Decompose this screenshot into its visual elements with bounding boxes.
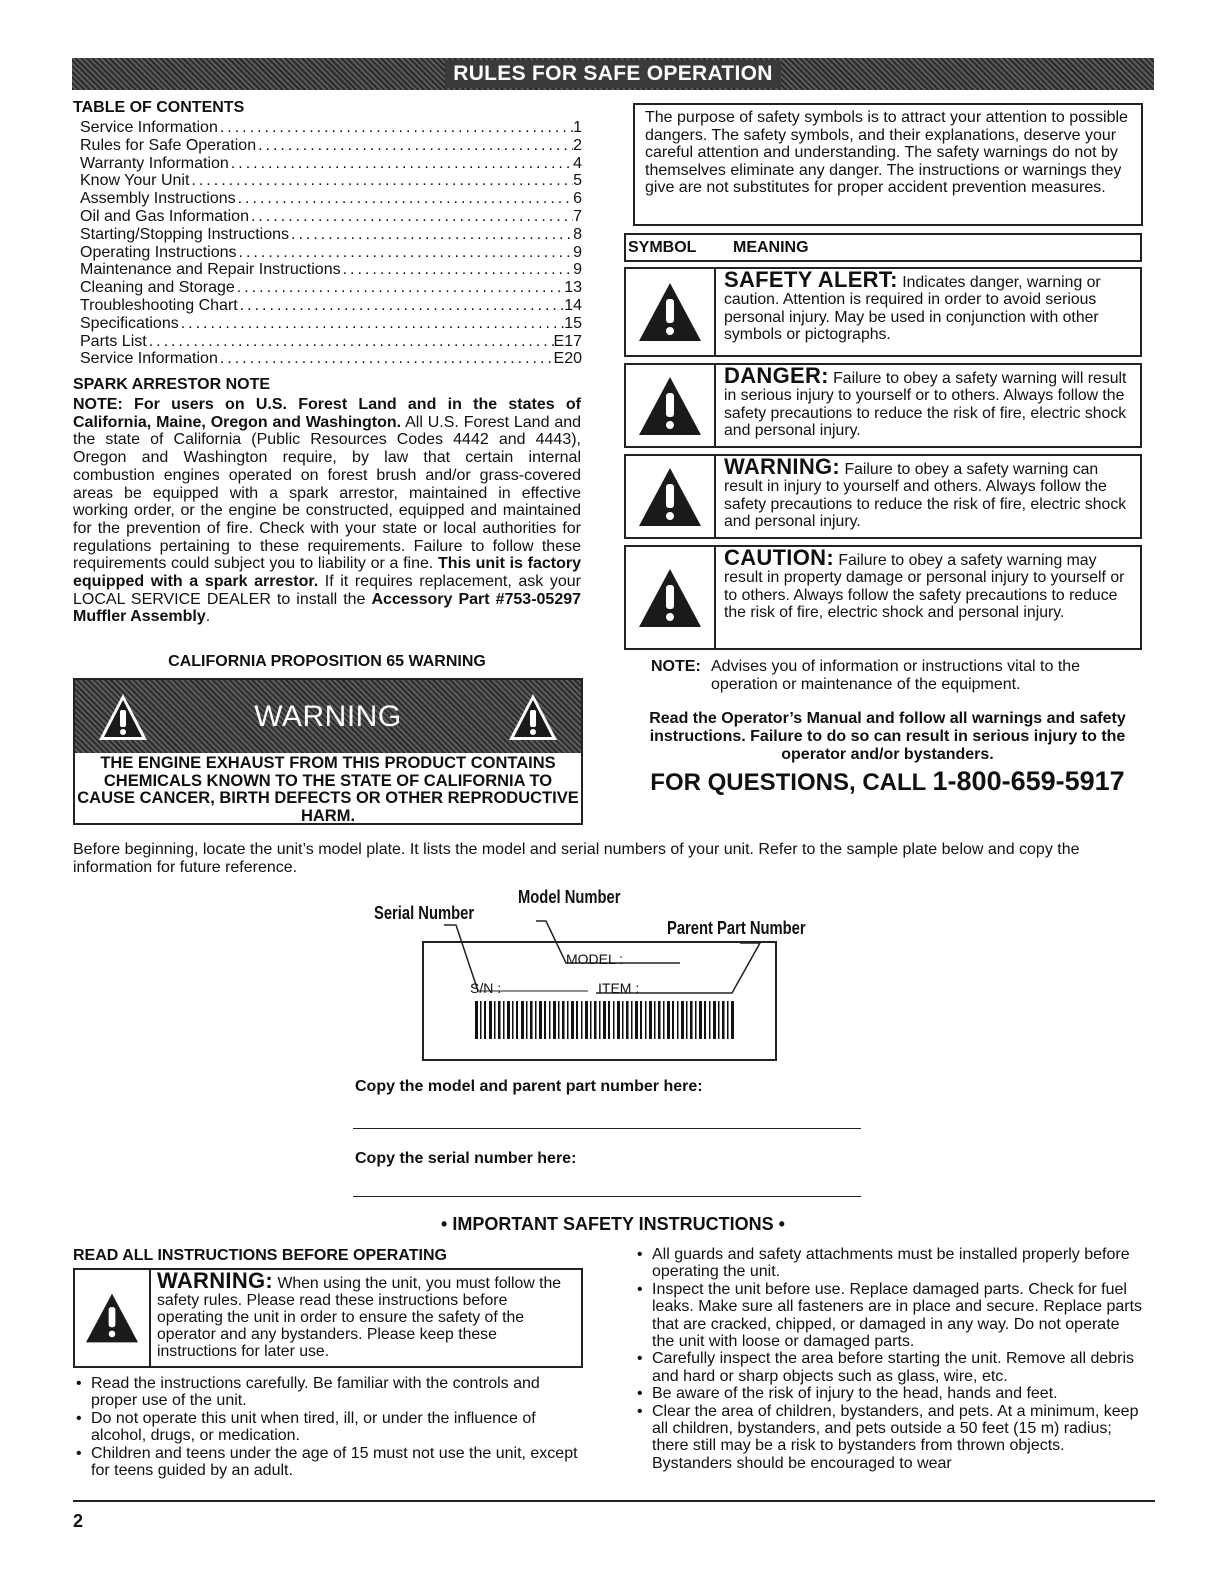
symbol-description: Failure to obey a safety warning may result in property damage or personal injury to yourself or to others. Always follow the safety precautions to reduce the risk of fire, electric shock and personal injury. <box>724 552 1125 622</box>
left-safety-bullets <box>73 1375 583 1479</box>
list-item: • Carefully inspect the area before starting the unit. Remove all debris and hard or sharp objects such as glass, wire, etc. <box>634 1350 1144 1385</box>
table-of-contents <box>80 119 582 368</box>
toc-leader-dots <box>341 261 574 279</box>
model-plate-instructions: Before beginning, locate the unit’s model plate. It lists the model and serial numbers of your unit. Refer to the sample plate below and copy the information for future reference. <box>73 841 1080 876</box>
toc-entry-page: 14 <box>564 296 582 314</box>
toc-entry-page: 6 <box>573 190 582 208</box>
toc-entry-page: 2 <box>573 136 582 154</box>
copy-serial-prompt: Copy the serial number here: <box>355 1150 577 1167</box>
spark-bold-3: Accessory Part #753-05297 Muffler Assembly <box>73 590 582 626</box>
important-safety-heading: • IMPORTANT SAFETY INSTRUCTIONS • <box>441 1214 785 1234</box>
safety-symbols-purpose: The purpose of safety symbols is to attract your attention to possible dangers. The safety symbols, and their explanations, deserve your careful attention and understanding. The safety warnings do not by themselves eliminate any danger. The instructions or warnings they give are not substitutes for proper accident prevention measures. <box>633 103 1143 226</box>
toc-leader-dots <box>249 208 573 226</box>
plate-sn-field: S/N : <box>470 980 502 996</box>
toc-entry-page: E20 <box>553 350 582 368</box>
operating-warning-title: WARNING: <box>157 1268 274 1293</box>
toc-leader-dots <box>179 315 564 333</box>
symbol-row-caution <box>624 545 1142 650</box>
page-number: 2 <box>73 1511 84 1531</box>
toc-entry-page: 1 <box>573 119 582 136</box>
note-text: Advises you of information or instructions vital to the operation or maintenance of the equipment. <box>711 658 1081 693</box>
serial-number-write-line <box>353 1196 861 1197</box>
toc-entry-label: Specifications <box>80 314 179 332</box>
toc-entry-page: 8 <box>573 225 582 243</box>
prop65-warning-text: THE ENGINE EXHAUST FROM THIS PRODUCT CONTAINS CHEMICALS KNOWN TO THE STATE OF CALIFORNIA TO CAUSE CANCER, BIRTH DEFECTS OR OTHER REPRODUCTIVE HARM. <box>77 754 579 825</box>
toc-entry <box>80 155 582 173</box>
spark-body-2: If it requires replacement, ask your LOCAL SERVICE DEALER to install the <box>73 573 581 608</box>
model-plate-diagram <box>360 885 840 1065</box>
toc-leader-dots <box>236 190 573 208</box>
symbol-cell <box>626 269 716 355</box>
parent-part-number-label: Parent Part Number <box>667 918 806 938</box>
symbol-cell <box>626 456 716 537</box>
toc-entry <box>80 297 582 315</box>
plate-model-field: MODEL : <box>566 951 624 967</box>
prop65-warning-title: WARNING <box>254 699 402 733</box>
toc-leader-dots <box>289 226 573 244</box>
toc-entry-label: Rules for Safe Operation <box>80 136 257 154</box>
toc-entry-page: 4 <box>573 154 582 172</box>
warning-triangle-icon <box>507 692 559 742</box>
toc-entry-label: Know Your Unit <box>80 172 190 190</box>
toc-entry-page: 15 <box>564 314 582 332</box>
toc-leader-dots <box>189 172 573 190</box>
note-definition <box>651 658 1141 694</box>
toc-entry-page: E17 <box>553 332 582 350</box>
symbol-cell <box>626 547 716 648</box>
symbol-description: Failure to obey a safety warning will result in serious injury to yourself or to others. Always follow the safety precautions to reduce the risk of fire, electric shock and personal injury. <box>724 370 1127 440</box>
symbol-row-warning <box>624 454 1142 539</box>
operating-warning-box <box>73 1268 583 1368</box>
symbol-row-safety-alert <box>624 267 1142 357</box>
list-item: • All guards and safety attachments must be installed properly before operating the unit. <box>634 1246 1144 1281</box>
toc-leader-dots <box>147 333 554 351</box>
toc-leader-dots <box>256 137 573 155</box>
list-item: • Clear the area of children, bystanders, and pets. At a minimum, keep all children, bystanders, and pets outside a 50 feet (15 m) radius; there still may be a risk to bystanders from thrown objects. Bystanders should be encouraged to wear <box>634 1403 1144 1473</box>
toc-entry <box>80 244 582 262</box>
toc-entry <box>80 333 582 351</box>
symbol-meaning <box>716 269 1140 355</box>
symbol-description: Indicates danger, warning or caution. Attention is required in order to avoid serious personal injury. May be used in conjunction with other symbols or pictographs. <box>724 274 1101 344</box>
spark-body-1: All U.S. Forest Land and the state of California (Public Resources Codes 4442 and 4443), Oregon and Washington require, by law that certain internal combustion engines operated on forest brush and/or grass-covered areas be equipped with a spark arrestor, maintained in effective working order, or the engine be constructed, equipped and maintained for the prevention of fire. Check with your state or local authorities for regulations pertaining to these requirements. Failure to follow these requirements could subject you to liability or a fine. <box>73 413 582 573</box>
warning-triangle-icon <box>97 692 149 742</box>
operating-warning-text <box>151 1270 581 1366</box>
list-item: • Inspect the unit before use. Replace damaged parts. Check for fuel leaks. Make sure all fasteners are in place and secure. Replace parts that are cracked, chipped, or damaged in any way. Do not operate the unit with loose or damaged parts. <box>634 1281 1144 1351</box>
read-all-heading: READ ALL INSTRUCTIONS BEFORE OPERATING <box>73 1247 447 1264</box>
right-safety-bullets <box>634 1246 1144 1472</box>
toc-leader-dots <box>237 244 574 262</box>
prop65-warning-header <box>75 680 581 753</box>
list-item: • Be aware of the risk of injury to the head, hands and feet. <box>634 1385 1144 1402</box>
toc-leader-dots <box>238 297 564 315</box>
symbol-description: Failure to obey a safety warning can result in injury to yourself and others. Always follow the safety precautions to reduce the risk of fire, electric shock and personal injury. <box>724 461 1127 531</box>
spark-arrestor-text <box>73 396 581 626</box>
symbol-title: SAFETY ALERT: <box>724 267 898 292</box>
spark-note-bold: NOTE: For users on U.S. Forest Land and in the states of California, Maine, Oregon and Washington. <box>73 396 581 431</box>
toc-entry <box>80 190 582 208</box>
toc-entry <box>80 137 582 155</box>
symbol-meaning <box>716 365 1140 446</box>
banner-title: RULES FOR SAFE OPERATION <box>445 60 781 88</box>
symbol-cell <box>626 365 716 446</box>
questions-phone <box>640 766 1135 797</box>
caution-triangle-icon <box>637 567 703 629</box>
read-manual-notice: Read the Operator’s Manual and follow all warnings and safety instructions. Failure to do so can result in serious injury to the operator and/or bystanders. <box>649 710 1126 763</box>
phone-number: 1-800-659-5917 <box>932 766 1125 796</box>
prop65-heading: CALIFORNIA PROPOSITION 65 WARNING <box>168 653 486 670</box>
plate-item-field: ITEM : <box>598 980 640 996</box>
warning-triangle-icon <box>84 1292 140 1344</box>
toc-entry-label: Maintenance and Repair Instructions <box>80 261 341 279</box>
toc-entry <box>80 315 582 333</box>
list-item: • Children and teens under the age of 15 must not use the unit, except for teens guided by an adult. <box>73 1445 583 1480</box>
toc-entry-page: 13 <box>564 279 582 297</box>
toc-entry <box>80 208 582 226</box>
symbol-row-danger <box>624 363 1142 448</box>
toc-entry-page: 9 <box>573 261 582 279</box>
symbol-table-header <box>624 233 1142 262</box>
toc-entry-label: Cleaning and Storage <box>80 279 235 297</box>
meaning-column-header: MEANING <box>733 238 809 256</box>
spark-bold-2: This unit is factory equipped with a spark arrestor. <box>73 555 581 591</box>
symbol-title: DANGER: <box>724 363 829 388</box>
spark-end: . <box>205 608 211 626</box>
toc-leader-dots <box>235 279 564 297</box>
list-item: • Do not operate this unit when tired, ill, or under the influence of alcohol, drugs, or medication. <box>73 1410 583 1445</box>
toc-entry-label: Parts List <box>80 332 147 350</box>
section-banner <box>72 58 1154 90</box>
toc-entry-label: Troubleshooting Chart <box>80 296 238 314</box>
questions-prefix: FOR QUESTIONS, CALL <box>650 769 933 796</box>
copy-model-prompt: Copy the model and parent part number here: <box>355 1078 703 1095</box>
list-item: • Read the instructions carefully. Be familiar with the controls and proper use of the unit. <box>73 1375 583 1410</box>
symbol-title: WARNING: <box>724 454 841 479</box>
toc-leader-dots <box>218 119 573 137</box>
toc-entry-label: Service Information <box>80 119 218 136</box>
toc-entry-label: Assembly Instructions <box>80 190 236 208</box>
toc-entry-label: Service Information <box>80 350 218 368</box>
model-number-label: Model Number <box>518 887 621 907</box>
toc-heading: TABLE OF CONTENTS <box>73 99 245 116</box>
note-label: NOTE: <box>651 658 701 675</box>
toc-entry <box>80 172 582 190</box>
toc-leader-dots <box>229 155 573 173</box>
toc-entry-page: 7 <box>573 207 582 225</box>
safety-alert-triangle-icon <box>637 281 703 343</box>
symbol-title: CAUTION: <box>724 545 834 570</box>
warning-triangle-icon <box>637 466 703 528</box>
toc-entry-page: 5 <box>573 172 582 190</box>
warning-icon-cell <box>75 1270 151 1366</box>
operating-warning-body: When using the unit, you must follow the safety rules. Please read these instructions before operating the unit in order to ensure the safety of the operator and any bystanders. Please keep these instructions for later use. <box>157 1275 562 1360</box>
barcode-graphic <box>475 1001 734 1039</box>
danger-triangle-icon <box>637 375 703 437</box>
toc-entry-label: Starting/Stopping Instructions <box>80 225 290 243</box>
toc-entry-label: Operating Instructions <box>80 243 237 261</box>
footer-rule <box>73 1500 1155 1502</box>
toc-entry <box>80 279 582 297</box>
symbol-meaning <box>716 456 1140 537</box>
prop65-warning-box <box>73 678 583 825</box>
serial-number-label: Serial Number <box>374 903 475 923</box>
toc-entry-label: Warranty Information <box>80 154 229 172</box>
model-plate-graphic <box>360 885 840 1065</box>
spark-arrestor-heading: SPARK ARRESTOR NOTE <box>73 376 271 393</box>
toc-entry <box>80 226 582 244</box>
model-number-write-line <box>353 1128 861 1129</box>
toc-entry-page: 9 <box>573 243 582 261</box>
toc-entry-label: Oil and Gas Information <box>80 207 249 225</box>
symbol-meaning <box>716 547 1140 648</box>
toc-leader-dots <box>218 350 554 368</box>
toc-entry <box>80 261 582 279</box>
toc-entry <box>80 119 582 137</box>
symbol-column-header: SYMBOL <box>628 238 697 256</box>
toc-entry <box>80 350 582 368</box>
